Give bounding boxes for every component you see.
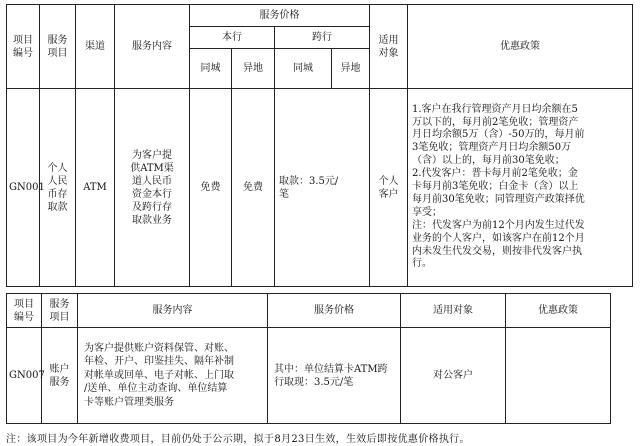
row-cross-bank: 取款：3.5元/ 笔: [275, 89, 370, 287]
header-item: 服务 项目: [42, 294, 78, 328]
row-our-same-city: 免费: [190, 89, 232, 287]
row-target: 个人 客户: [370, 89, 408, 287]
header-channel: 渠道: [76, 5, 115, 89]
policy-line: 每月前30笔免收；同管理资产政策择优: [412, 193, 585, 205]
row-price: 其中：单位结算卡ATM跨 行取现：3.5元/笔: [268, 328, 401, 424]
policy-line: 内未发生代发交易，则按非代发客户执: [412, 245, 582, 257]
atm-fee-table: [6, 4, 633, 287]
row-channel: ATM: [76, 89, 115, 287]
row-item: 个人 人民 币存 取款: [40, 89, 76, 287]
header-cross-bank: 跨行: [275, 27, 370, 49]
row-code: GN007: [7, 328, 42, 424]
header-price: 服务价格: [268, 294, 401, 328]
header-other-city: 异地: [232, 49, 275, 89]
header-price: 服务价格: [190, 5, 370, 27]
header-content: 服务内容: [115, 5, 190, 89]
policy-line: 卡每月前3笔免收；白金卡（含）以上: [412, 181, 579, 193]
row-content: 为客户提 供ATM渠 道人民币 资金本行 及跨行存 取款业务: [115, 89, 190, 287]
policy-line: （含）以上的，每月前30笔免收；: [412, 155, 565, 167]
row-item: 账户 服务: [42, 328, 78, 424]
header-other-city-cross: 异地: [332, 49, 370, 89]
policy-line: 1.客户在我行管理资产月日均余额在5: [412, 103, 578, 115]
row-code: GN001: [7, 89, 40, 287]
header-same-city-cross: 同城: [275, 49, 332, 89]
account-service-table: [6, 293, 611, 424]
header-code: 项目 编号: [7, 5, 40, 89]
policy-line: 万以下的，每月前2笔免收；管理资产: [412, 116, 579, 128]
row-target: 对公客户: [401, 328, 506, 424]
policy-line: 月日均余额5万（含）-50万的，每月前: [412, 129, 585, 141]
policy-line: 行。: [412, 258, 432, 270]
header-policy: 优惠政策: [506, 294, 611, 328]
footnote: 注：该项目为今年新增收费项目，目前仍处于公示期，拟于8月23日生效，生效后即按优惠价格执行。: [6, 434, 470, 445]
policy-line: 享受；: [412, 206, 442, 218]
header-target: 适用对象: [401, 294, 506, 328]
header-target: 适用 对象: [370, 5, 408, 89]
header-same-city: 同城: [190, 49, 232, 89]
row-our-other-city: 免费: [232, 89, 275, 287]
header-our-bank: 本行: [190, 27, 275, 49]
policy-line: 注：代发客户为前12个月内发生过代发: [412, 219, 585, 231]
header-content: 服务内容: [78, 294, 268, 328]
header-item: 服务 项目: [40, 5, 76, 89]
row-policy: [408, 89, 633, 287]
header-code: 项目 编号: [7, 294, 42, 328]
policy-line: 3笔免收；管理资产月日均余额50万: [412, 142, 572, 154]
row-policy: [506, 328, 611, 424]
header-policy: 优惠政策: [408, 5, 633, 89]
policy-line: 业务的个人客户，如该客户在前12个月: [412, 232, 585, 244]
row-content: 为客户提供账户资料保管、对账、 年检、开户、印鉴挂失、隔年补制 对帐单或回单、电子对帐、上门取 /送单、单位主动查询、单位结算 卡等账户管理类服务: [78, 328, 268, 424]
policy-line: 2.代发客户：普卡每月前2笔免收；金: [412, 168, 578, 180]
